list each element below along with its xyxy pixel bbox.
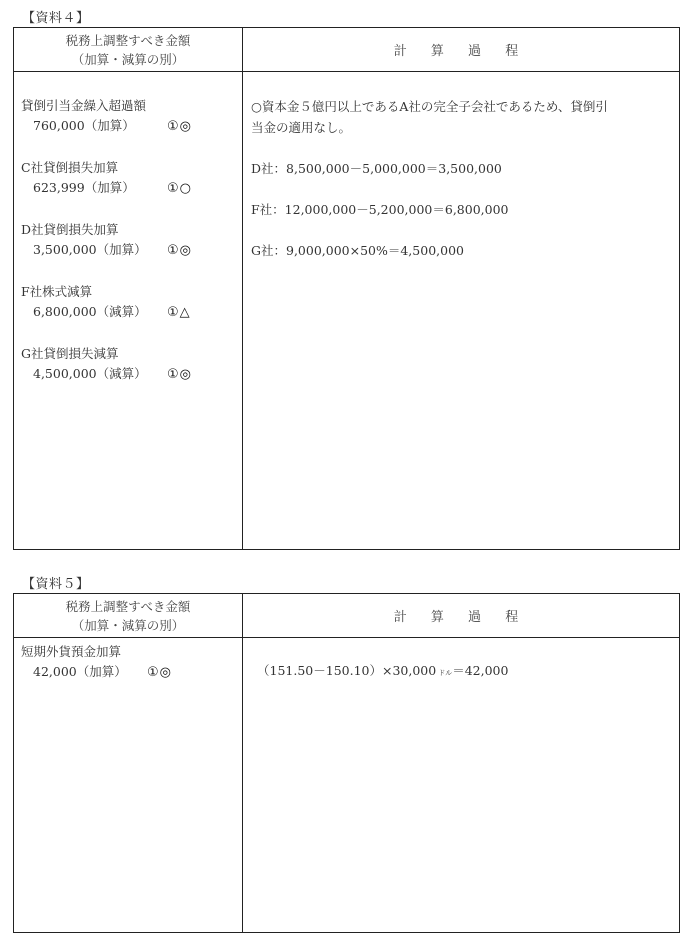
section5-header-right: 計 算 過 程: [243, 594, 680, 638]
item-amount: 42,000（加算）: [33, 664, 127, 679]
grading-marks: ①◎: [147, 665, 172, 680]
item-title: D社貸倒損失加算: [21, 222, 119, 237]
item-amount: 6,800,000（減算）: [33, 304, 147, 319]
header-left-line2: （加算・減算の別）: [71, 52, 185, 67]
item-title: 短期外貨預金加算: [21, 644, 122, 659]
header-left-line2: （加算・減算の別）: [71, 618, 185, 633]
list-item: [21, 220, 236, 261]
list-item: [21, 642, 236, 683]
header-left-line1: 税務上調整すべき金額: [65, 33, 191, 48]
section4-title: 【資料４】: [22, 11, 90, 26]
item-amount: 3,500,000（加算）: [33, 242, 147, 257]
formula-unit: ドル: [438, 669, 453, 677]
grading-marks: ①◎: [167, 243, 192, 258]
grading-marks: ①△: [167, 305, 191, 320]
section5-title: 【資料５】: [22, 577, 90, 592]
list-item: [21, 282, 236, 323]
calc-d: D社：8,500,000－5,000,000＝3,500,000: [251, 161, 502, 176]
section4-header-left: [14, 28, 243, 72]
calc-f: F社：12,000,000－5,200,000＝6,800,000: [251, 202, 509, 217]
list-item: [21, 158, 236, 199]
section4-calculation: [243, 72, 680, 550]
item-title: 貸倒引当金繰入超過額: [21, 98, 147, 113]
formula-main: （151.50－150.10）×30,000: [257, 663, 437, 678]
item-amount: 760,000（加算）: [33, 118, 135, 133]
section5-adjustments: [14, 638, 243, 933]
section4-adjustments: [14, 72, 243, 550]
section5-calculation: [243, 638, 680, 933]
section5-header-left: [14, 594, 243, 638]
item-amount: 623,999（加算）: [33, 180, 135, 195]
calc-note-line2: 当金の適用なし。: [251, 120, 352, 135]
item-title: G社貸倒損失減算: [21, 346, 119, 361]
section5-table: [13, 593, 680, 933]
grading-marks: ①◎: [167, 367, 192, 382]
item-amount: 4,500,000（減算）: [33, 366, 147, 381]
list-item: [21, 96, 236, 137]
header-left-line1: 税務上調整すべき金額: [65, 599, 191, 614]
calc-note-line1: ○資本金５億円以上であるA社の完全子会社であるため、貸倒引: [251, 99, 608, 114]
grading-marks: ①○: [167, 181, 192, 196]
calc-formula: [257, 660, 673, 684]
item-title: C社貸倒損失加算: [21, 160, 119, 175]
grading-marks: ①◎: [167, 119, 192, 134]
section4-header-right: 計 算 過 程: [243, 28, 680, 72]
list-item: [21, 344, 236, 385]
section4-table: [13, 27, 680, 550]
item-title: F社株式減算: [21, 284, 93, 299]
calc-g: G社：9,000,000×50%＝4,500,000: [251, 243, 464, 258]
formula-result: ＝42,000: [452, 663, 509, 678]
